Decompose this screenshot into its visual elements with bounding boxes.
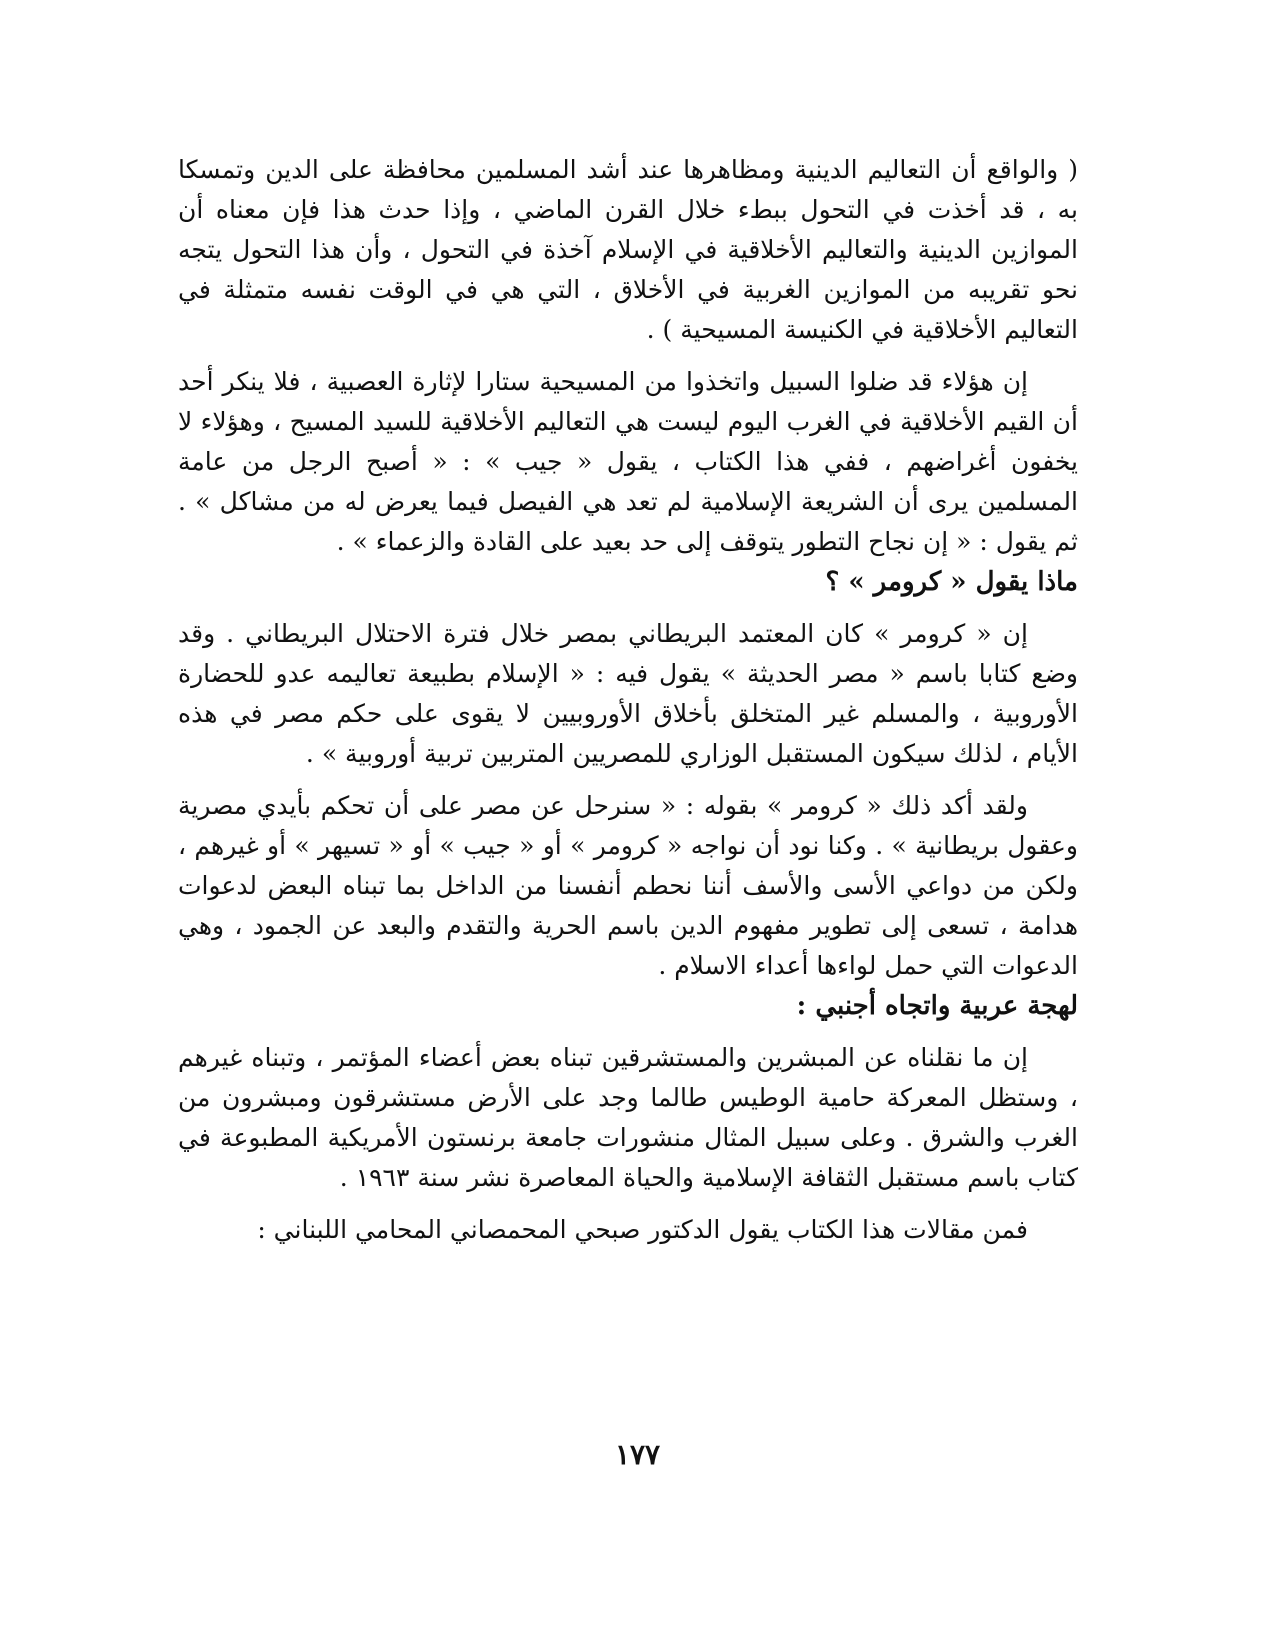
paragraph-princeton: إن ما نقلناه عن المبشرين والمستشرقين تبناه بعض أعضاء المؤتمر ، وتبناه غيرهم ، وستظل المعركة حامية الوطيس طالما وجد على الأرض مستشرقون ومبشرون من الغرب والشرق . وعلى سبيل المثال منشورات جامعة برنستون الأمريكية المطبوعة في كتاب باسم مستقبل الثقافة الإسلامية والحياة المعاصرة نشر سنة ١٩٦٣ . xyxy=(178,1043,1078,1192)
paragraph-cromer-quote: ولقد أكد ذلك « كرومر » بقوله : « سنرحل عن مصر على أن تحكم بأيدي مصرية وعقول بريطانية » . وكنا نود أن نواجه « كرومر » أو « جيب » أو « تسيهر » أو غيرهم ، ولكن من دواعي الأسى والأسف أننا نحطم أنفسنا من الداخل بما تبناه البعض لدعوات هدامة ، تسعى إلى تطوير مفهوم الدين باسم الحرية والتقدم والبعد عن الجمود ، وهي الدعوات التي حمل لواءها أعداء الاسلام . xyxy=(178,791,1078,980)
paragraph-cromer-book: إن « كرومر » كان المعتمد البريطاني بمصر خلال فترة الاحتلال البريطاني . وقد وضع كتابا باسم « مصر الحديثة » يقول فيه : « الإسلام بطبيعة تعاليمه عدو للحضارة الأوروبية ، والمسلم غير المتخلق بأخلاق الأوروبيين لا يقوى على حكم مصر في هذه الأيام ، لذلك سيكون المستقبل الوزاري للمصريين المتربين تربية أوروبية » . xyxy=(178,619,1078,768)
page-body xyxy=(178,150,1078,1250)
paragraph-mahmassani: فمن مقالات هذا الكتاب يقول الدكتور صبحي المحمصاني المحامي اللبناني : xyxy=(257,1215,1028,1244)
paragraph-quote-tradition: ( والواقع أن التعاليم الدينية ومظاهرها عند أشد المسلمين محافظة على الدين وتمسكا به ، قد أخذت في التحول ببطء خلال القرن الماضي ، وإذا حدث هذا فإن معناه أن الموازين الدينية والتعاليم الأخلاقية في الإسلام آخذة في التحول ، وأن هذا التحول يتجه نحو تقريبه من الموازين الغربية في الأخلاق ، التي هي في الوقت نفسه متمثلة في التعاليم الأخلاقية في الكنيسة المسيحية ) . xyxy=(178,155,1078,344)
heading-cromer: ماذا يقول « كرومر » ؟ xyxy=(825,567,1078,597)
page-number: ١٧٧ xyxy=(614,1438,661,1471)
paragraph-orientalists: إن هؤلاء قد ضلوا السبيل واتخذوا من المسيحية ستارا لإثارة العصبية ، فلا ينكر أحد أن القيم الأخلاقية في الغرب اليوم ليست هي التعاليم الأخلاقية للسيد المسيح ، وهؤلاء لا يخفون أغراضهم ، ففي هذا الكتاب ، يقول « جيب » : « أصبح الرجل من عامة المسلمين يرى أن الشريعة الإسلامية لم تعد هي الفيصل فيما يعرض له من مشاكل » . ثم يقول : « إن نجاح التطور يتوقف إلى حد بعيد على القادة والزعماء » . xyxy=(178,367,1078,556)
heading-arabic-dialect: لهجة عربية واتجاه أجنبي : xyxy=(796,991,1078,1021)
